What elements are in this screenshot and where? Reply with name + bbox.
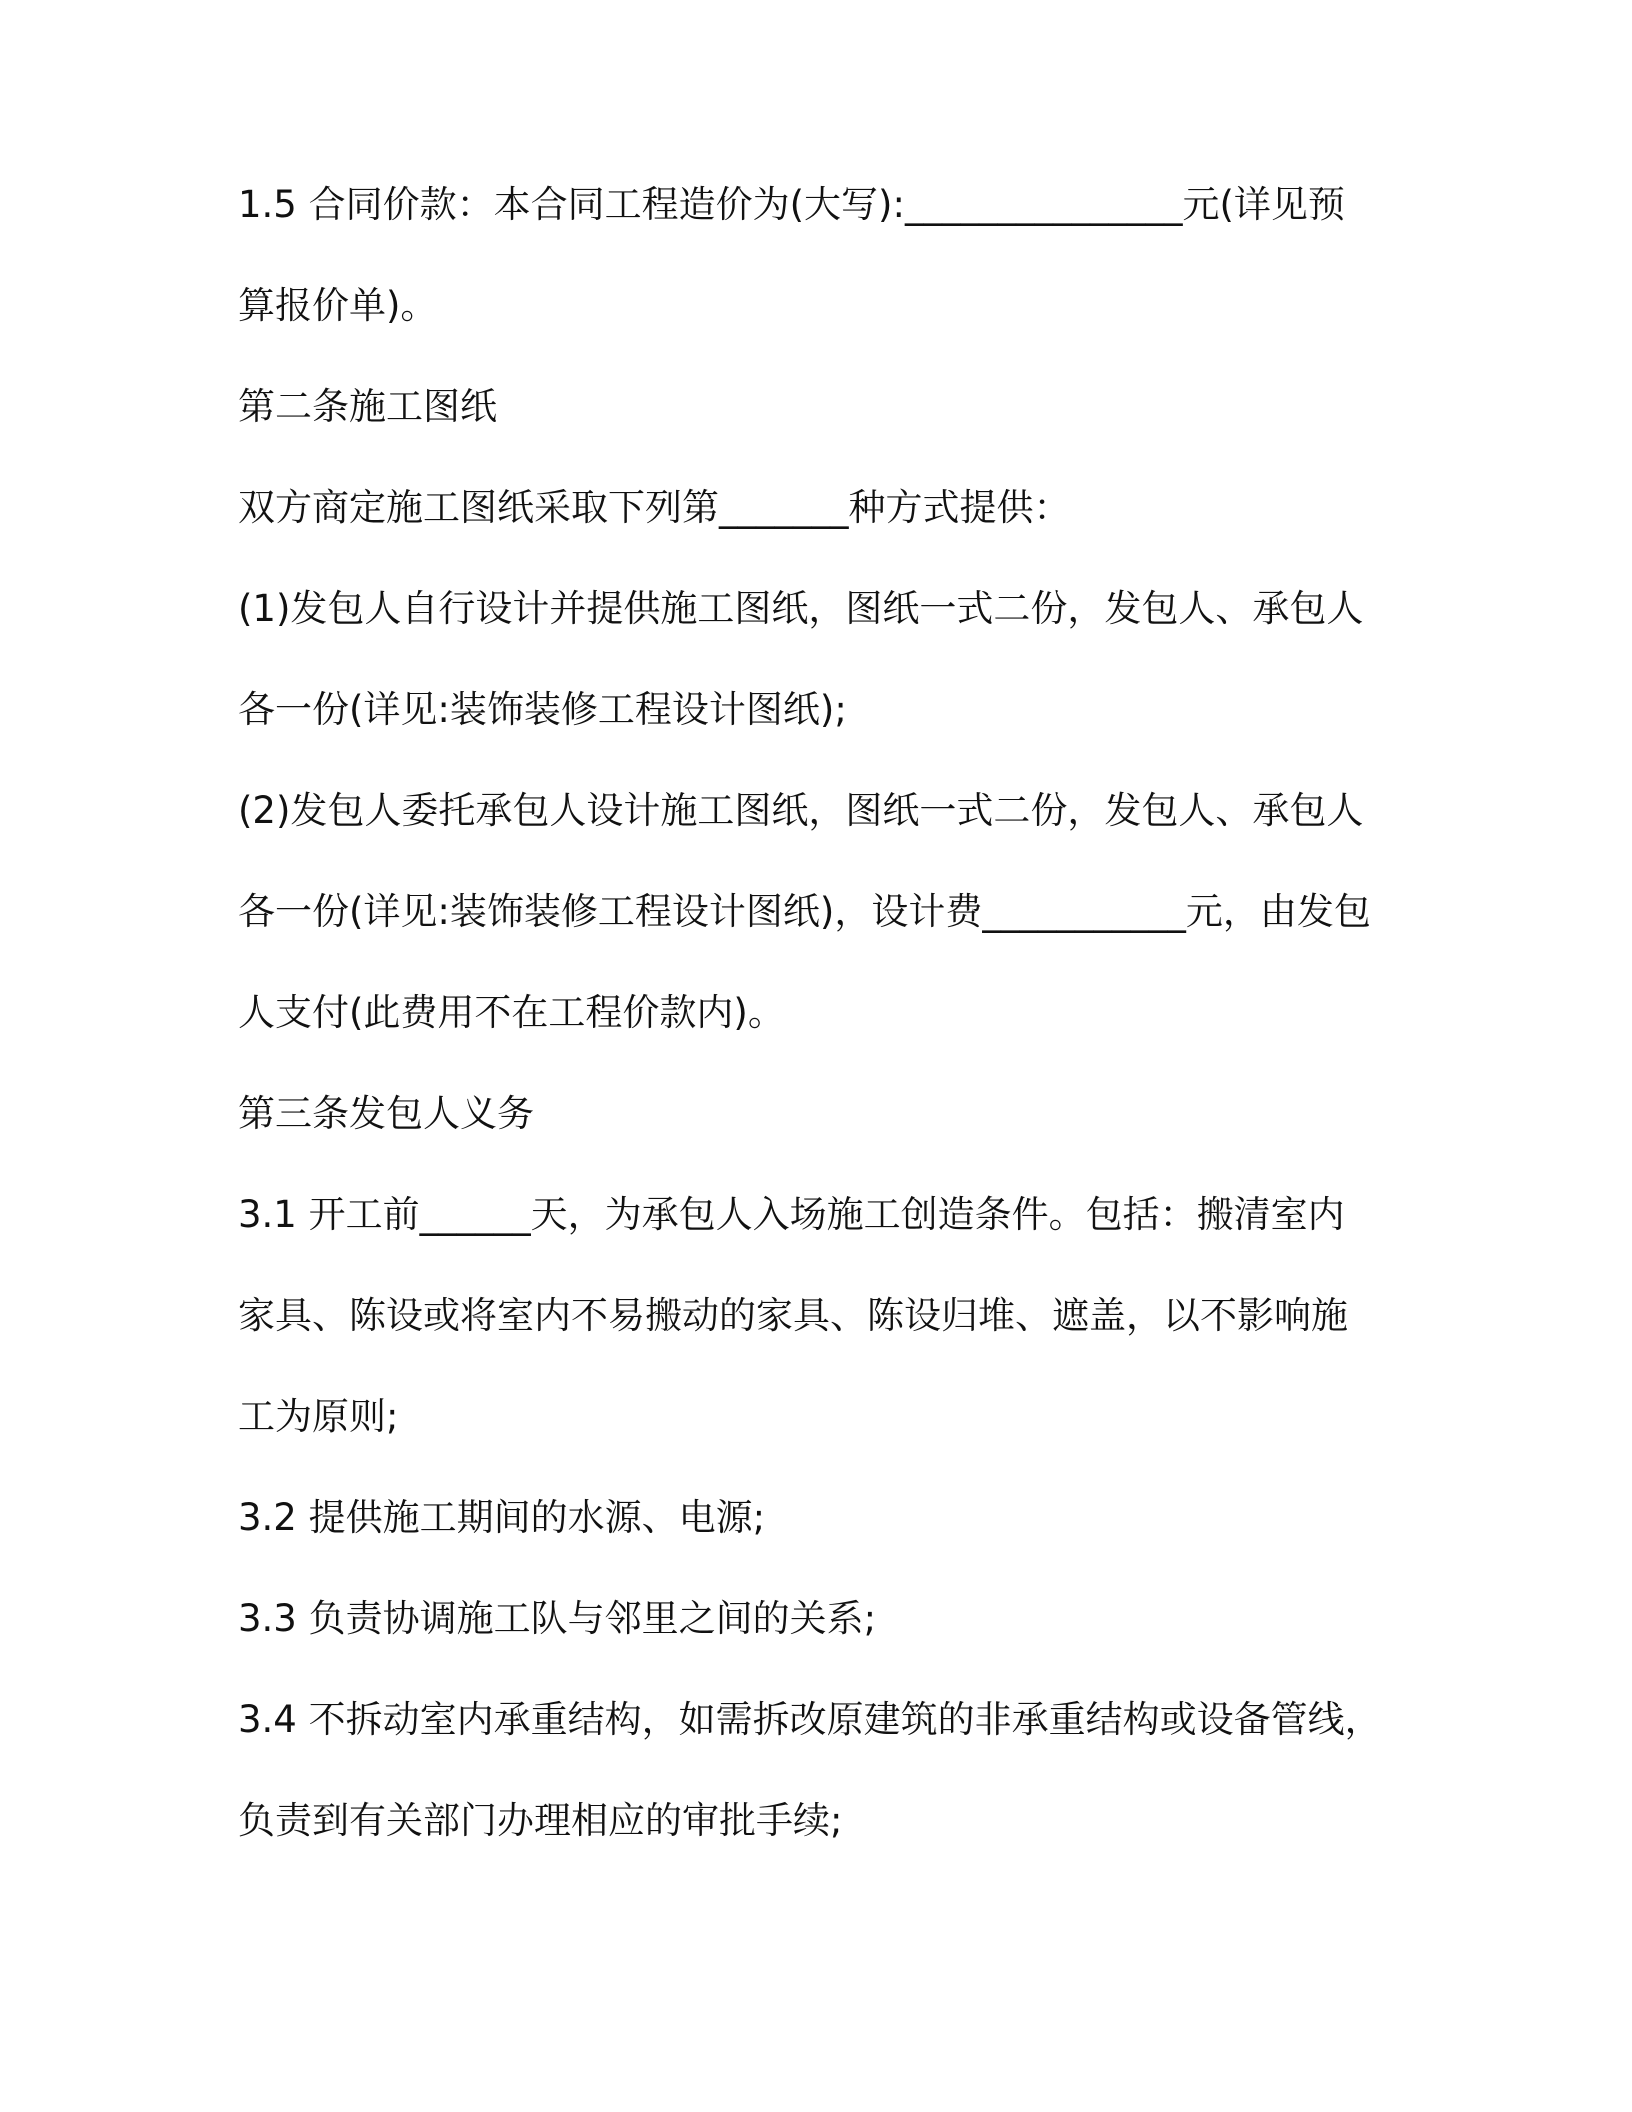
clause-3-3: 3.3 负责协调施工队与邻里之间的关系; bbox=[238, 1597, 877, 1640]
clause-3-4-line-2: 负责到有关部门办理相应的审批手续; bbox=[238, 1799, 843, 1842]
clause-3-1-line-3: 工为原则; bbox=[238, 1395, 399, 1438]
drawing-method-line: 双方商定施工图纸采取下列第_______种方式提供： bbox=[238, 486, 1071, 529]
clause-1-5-line-1: 1.5 合同价款：本合同工程造价为(大写):_______________元(详见预 bbox=[238, 183, 1345, 226]
section-heading-3: 第三条发包人义务 bbox=[238, 1092, 534, 1135]
option-2-line-1: (2)发包人委托承包人设计施工图纸，图纸一式二份，发包人、承包人 bbox=[238, 789, 1364, 832]
clause-3-4-line-1: 3.4 不拆动室内承重结构，如需拆改原建筑的非承重结构或设备管线， bbox=[238, 1698, 1382, 1741]
option-1-line-2: 各一份(详见:装饰装修工程设计图纸); bbox=[238, 688, 847, 731]
section-heading-2: 第二条施工图纸 bbox=[238, 385, 497, 428]
option-2-line-3: 人支付(此费用不在工程价款内)。 bbox=[238, 991, 785, 1034]
clause-3-1-line-2: 家具、陈设或将室内不易搬动的家具、陈设归堆、遮盖，以不影响施 bbox=[238, 1294, 1348, 1337]
clause-3-2: 3.2 提供施工期间的水源、电源; bbox=[238, 1496, 766, 1539]
clause-3-1-line-1: 3.1 开工前______天，为承包人入场施工创造条件。包括：搬清室内 bbox=[238, 1193, 1345, 1236]
option-1-line-1: (1)发包人自行设计并提供施工图纸，图纸一式二份，发包人、承包人 bbox=[238, 587, 1364, 630]
document-body bbox=[238, 180, 1398, 1897]
option-2-line-2: 各一份(详见:装饰装修工程设计图纸)，设计费___________元，由发包 bbox=[238, 890, 1371, 933]
clause-1-5-line-2: 算报价单)。 bbox=[238, 284, 438, 327]
